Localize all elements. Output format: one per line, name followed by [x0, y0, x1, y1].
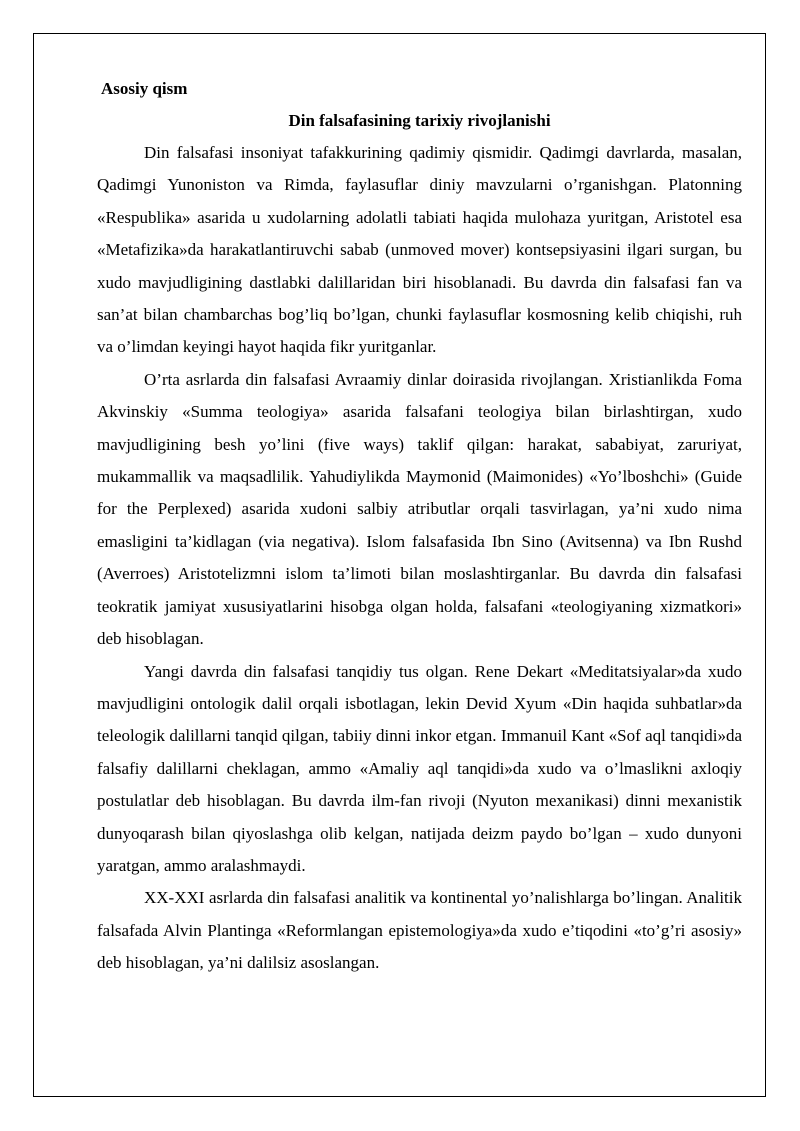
document-title: Din falsafasining tarixiy rivojlanishi [288, 111, 551, 130]
section-heading: Asosiy qism [101, 79, 188, 98]
document-body [97, 73, 742, 980]
paragraph-contemporary: XX-XXI asrlarda din falsafasi analitik va kontinental yo’nalishlarga bo’lingan. Analitik falsafada Alvin Plantinga «Reformlangan epistemologiya»da xudo e’tiqodini «to’g’ri asosiy» deb hisoblagan, ya’ni dalilsiz asoslangan. [97, 888, 742, 973]
paragraph-modern: Yangi davrda din falsafasi tanqidiy tus olgan. Rene Dekart «Meditatsiyalar»da xudo mavjudligini ontologik dalil orqali isbotlagan, lekin Devid Xyum «Din haqida suhbatlar»da teleologik dalillarni tanqid qilgan, tabiiy dinni inkor etgan. Immanuil Kant «Sof aql tanqidi»da falsafiy dalillarni cheklagan, ammo «Amaliy aql tanqidi»da xudo va o’lmaslikni axloqiy postulatlar deb hisoblagan. Bu davrda ilm-fan rivoji (Nyuton mexanikasi) dinni mexanistik dunyoqarash bilan qiyoslashga olib kelgan, natijada deizm paydo bo’lgan – xudo dunyoni yaratgan, ammo aralashmaydi. [97, 661, 742, 875]
paragraph-medieval: O’rta asrlarda din falsafasi Avraamiy dinlar doirasida rivojlangan. Xristianlikda Foma Akvinskiy «Summa teologiya» asarida falsafani teologiya bilan birlashtirgan, xudo mavjudligining besh yo’lini (five ways) taklif qilgan: harakat, sababiyat, zaruriyat, mukammallik va maqsadlilik. Yahudiylikda Maymonid (Maimonides) «Yo’lboshchi» (Guide for the Perplexed) asarida xudoni salbiy atributlar orqali tasvirlagan, ya’ni xudo nima emasligini ta’kidlagan (via negativa). Islom falsafasida Ibn Sino (Avitsenna) va Ibn Rushd (Averroes) Aristotelizmni islom ta’limoti bilan moslashtirganlar. Bu davrda din falsafasi teokratik jamiyat xususiyatlarini hisobga olgan holda, falsafani «teologiyaning xizmatkori» deb hisoblagan. [97, 369, 742, 649]
paragraph-ancient: Din falsafasi insoniyat tafakkurining qadimiy qismidir. Qadimgi davrlarda, masalan, Qadimgi Yunoniston va Rimda, faylasuflar diniy mavzularni o’rganishgan. Platonning «Respublika» asarida u xudolarning adolatli tabiati haqida mulohaza yuritgan, Aristotel esa «Metafizika»da harakatlantiruvchi sabab (unmoved mover) kontsepsiyasini ilgari surgan, bu xudo mavjudligining dastlabki dalillaridan biri hisoblanadi. Bu davrda din falsafasi fan va san’at bilan chambarchas bog’liq bo’lgan, chunki faylasuflar kosmosning kelib chiqishi, ruh va o’limdan keyingi hayot haqida fikr yuritganlar. [97, 143, 742, 357]
